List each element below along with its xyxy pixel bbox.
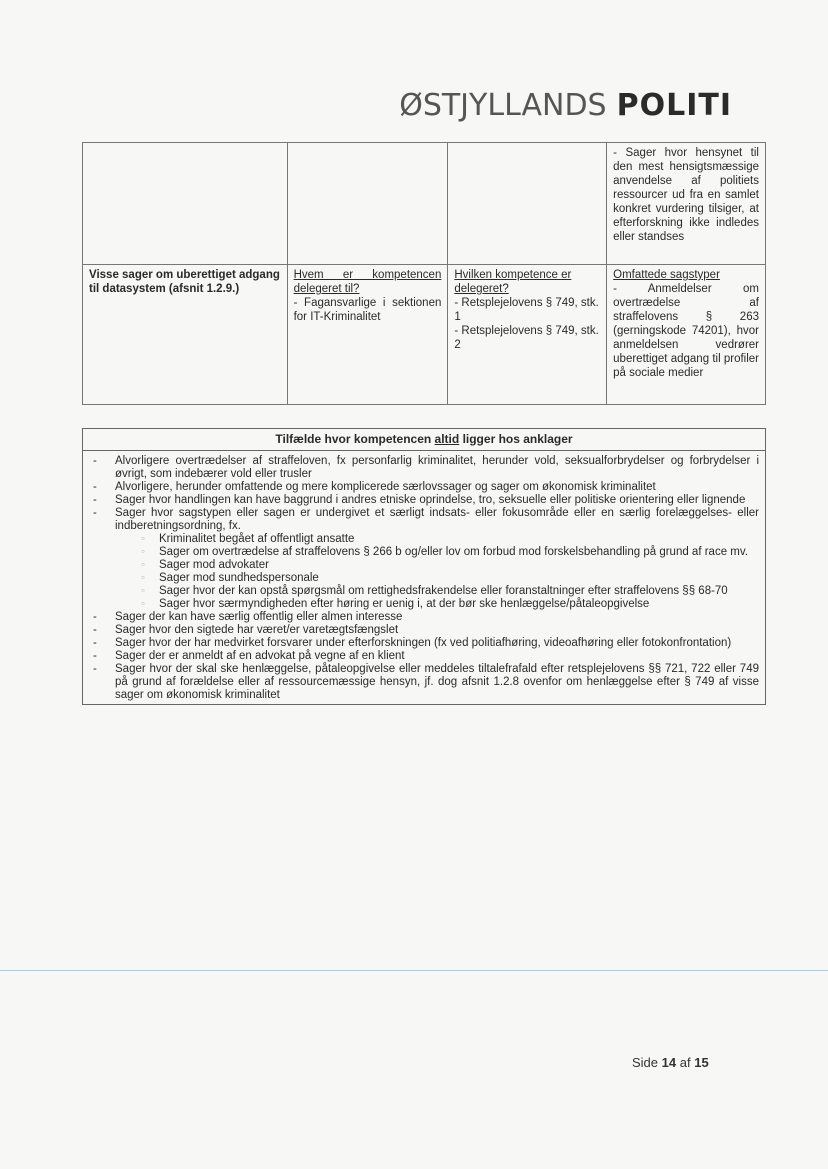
- box-title: [83, 429, 765, 451]
- sub-list-item-text: Kriminalitet begået af offentligt ansatte: [159, 533, 355, 545]
- table-cell: [607, 143, 766, 265]
- case-type-text: - Anmeldelser om overtrædelse af straffelovens § 263 (gerningskode 74201), hvor anmeldelsen vedrører uberettiget adgang til profiler på sociale medier: [613, 283, 759, 379]
- page-divider: [0, 970, 828, 971]
- politi-logo: [399, 88, 732, 123]
- sub-list-item-text: Sager mod advokater: [159, 559, 269, 571]
- table-cell: [448, 265, 607, 405]
- list-item-text: Sager der kan have særlig offentlig eller almen interesse: [115, 611, 403, 623]
- sub-list-item-text: Sager hvor der kan opstå spørgsmål om rettighedsfrakendelse eller foranstaltninger efter straffelovens §§ 68-70: [159, 585, 728, 597]
- column-heading-who: Hvem er kompetencen delegeret til?: [293, 269, 442, 295]
- list-item: - Sager hvor den sigtede har været/er varetægtsfængslet: [93, 624, 399, 636]
- box-list: [83, 451, 765, 704]
- box-title-part: ligger hos anklager: [462, 432, 573, 446]
- logo-politi-text: POLITI: [616, 88, 732, 123]
- table-row: [83, 265, 766, 405]
- list-item-text: Alvorligere overtrædelser af straffeloven, fx personfarlig kriminalitet, herunder vold, seksualforbrydelser og forbrydelser i øvrigt, som indebærer vold eller trusler: [115, 455, 759, 480]
- list-item: - Alvorligere, herunder omfattende og mere komplicerede særlovssager og sager om økonomisk kriminalitet: [93, 481, 656, 493]
- logo-region-text: ØSTJYLLANDS: [399, 88, 607, 123]
- sub-list-item: ◦ Kriminalitet begået af offentligt ansatte: [141, 533, 355, 545]
- sub-list-item-text: Sager hvor særmyndigheden efter høring er uenig i, at der bør ske henlæggelse/påtaleopgivelse: [159, 598, 650, 610]
- column-heading-cases: Omfattede sagstyper: [613, 269, 720, 281]
- sub-list-item: ◦ Sager mod advokater: [141, 559, 269, 571]
- sub-list-item: ◦ Sager mod sundhedspersonale: [141, 572, 319, 584]
- list-item: - Sager der kan have særlig offentlig eller almen interesse: [93, 611, 403, 623]
- competence-line: - Retsplejelovens § 749, stk. 1: [454, 297, 599, 323]
- list-item: - Sager hvor sagstypen eller sagen er undergivet et særligt indsats- eller fokusområde eller en særlig forelæggelses- eller indberetningsordning, fx.: [93, 507, 759, 532]
- list-item-text: Sager hvor der har medvirket forsvarer under efterforskningen (fx ved politiafhøring, videoafhøring eller fotokonfrontation): [115, 637, 732, 649]
- page-number-separator: af: [679, 1055, 691, 1070]
- list-item-text: Sager der er anmeldt af en advokat på vegne af en klient: [115, 650, 405, 662]
- table-cell: [287, 265, 448, 405]
- list-item: - Sager hvor der har medvirket forsvarer under efterforskningen (fx ved politiafhøring, videoafhøring eller fotokonfrontation): [93, 637, 732, 649]
- sub-list-item: ◦ Sager om overtrædelse af straffelovens § 266 b og/eller lov om forbud mod forskelsbehandling på grund af race mv.: [141, 546, 748, 558]
- box-title-part: Tilfælde hvor kompetencen: [275, 432, 432, 446]
- table-cell: [448, 143, 607, 265]
- table-cell: [83, 143, 288, 265]
- prosecutor-competence-box: [82, 428, 766, 705]
- sub-list-item: ◦ Sager hvor der kan opstå spørgsmål om rettighedsfrakendelse eller foranstaltninger efter straffelovens §§ 68-70: [141, 585, 728, 597]
- list-item-text: Sager hvor den sigtede har været/er varetægtsfængslet: [115, 624, 399, 636]
- page-number-label: Side: [632, 1055, 659, 1070]
- case-type-text: - Sager hvor hensynet til den mest hensigtsmæssige anvendelse af politiets ressourcer ud fra en samlet konkret vurdering tilsiger, at efterforskning ikke indledes eller standses: [613, 147, 759, 243]
- delegate-text: - Fagansvarlige i sektionen for IT-Kriminalitet: [293, 297, 442, 323]
- table-cell: [287, 143, 448, 265]
- list-item: - Alvorligere overtrædelser af straffeloven, fx personfarlig kriminalitet, herunder vold, seksualforbrydelser og forbrydelser i øvrigt, som indebærer vold eller trusler: [93, 455, 759, 480]
- list-item: - Sager hvor der skal ske henlæggelse, påtaleopgivelse eller meddeles tiltalefrafald efter retsplejelovens §§ 721, 722 eller 749 på grund af forældelse eller af ressourcemæssige hensyn, jf. dog afsnit 1.2.8 ovenfor om henlæggelse efter § 749 af visse sager om økonomisk kriminalitet: [93, 663, 759, 701]
- list-item: - Sager hvor handlingen kan have baggrund i andres etniske oprindelse, tro, seksuelle eller politiske orientering eller lignende: [93, 494, 746, 506]
- list-item-text: Alvorligere, herunder omfattende og mere komplicerede særlovssager og sager om økonomisk kriminalitet: [115, 481, 656, 493]
- box-title-emphasis: altid: [434, 432, 460, 446]
- column-heading-what: Hvilken kompetence er delegeret?: [454, 269, 572, 295]
- table-row: [83, 143, 766, 265]
- page-number: [632, 1055, 709, 1070]
- sub-list-item-text: Sager om overtrædelse af straffelovens § 266 b og/eller lov om forbud mod forskelsbehandling på grund af race mv.: [159, 546, 748, 558]
- list-item-text: Sager hvor handlingen kan have baggrund i andres etniske oprindelse, tro, seksuelle eller politiske orientering eller lignende: [115, 494, 746, 506]
- area-title: Visse sager om uberettiget adgang til datasystem (afsnit 1.2.9.): [89, 269, 280, 295]
- table-cell: [607, 265, 766, 405]
- total-pages: 15: [694, 1055, 709, 1070]
- sub-list-item: ◦ Sager hvor særmyndigheden efter høring er uenig i, at der bør ske henlæggelse/påtaleopgivelse: [141, 598, 650, 610]
- current-page: 14: [661, 1055, 677, 1070]
- list-item-text: Sager hvor sagstypen eller sagen er undergivet et særligt indsats- eller fokusområde eller en særlig forelæggelses- eller indberetningsordning, fx.: [115, 507, 759, 532]
- list-item: - Sager der er anmeldt af en advokat på vegne af en klient: [93, 650, 405, 662]
- sub-list-item-text: Sager mod sundhedspersonale: [159, 572, 319, 584]
- delegation-table: [82, 142, 766, 405]
- list-item-text: Sager hvor der skal ske henlæggelse, påtaleopgivelse eller meddeles tiltalefrafald efter retsplejelovens §§ 721, 722 eller 749 på grund af forældelse eller af ressourcemæssige hensyn, jf. dog afsnit 1.2.8 ovenfor om henlæggelse efter § 749 af visse sager om økonomisk kriminalitet: [115, 663, 759, 701]
- table-cell: [83, 265, 288, 405]
- competence-line: - Retsplejelovens § 749, stk. 2: [454, 325, 599, 351]
